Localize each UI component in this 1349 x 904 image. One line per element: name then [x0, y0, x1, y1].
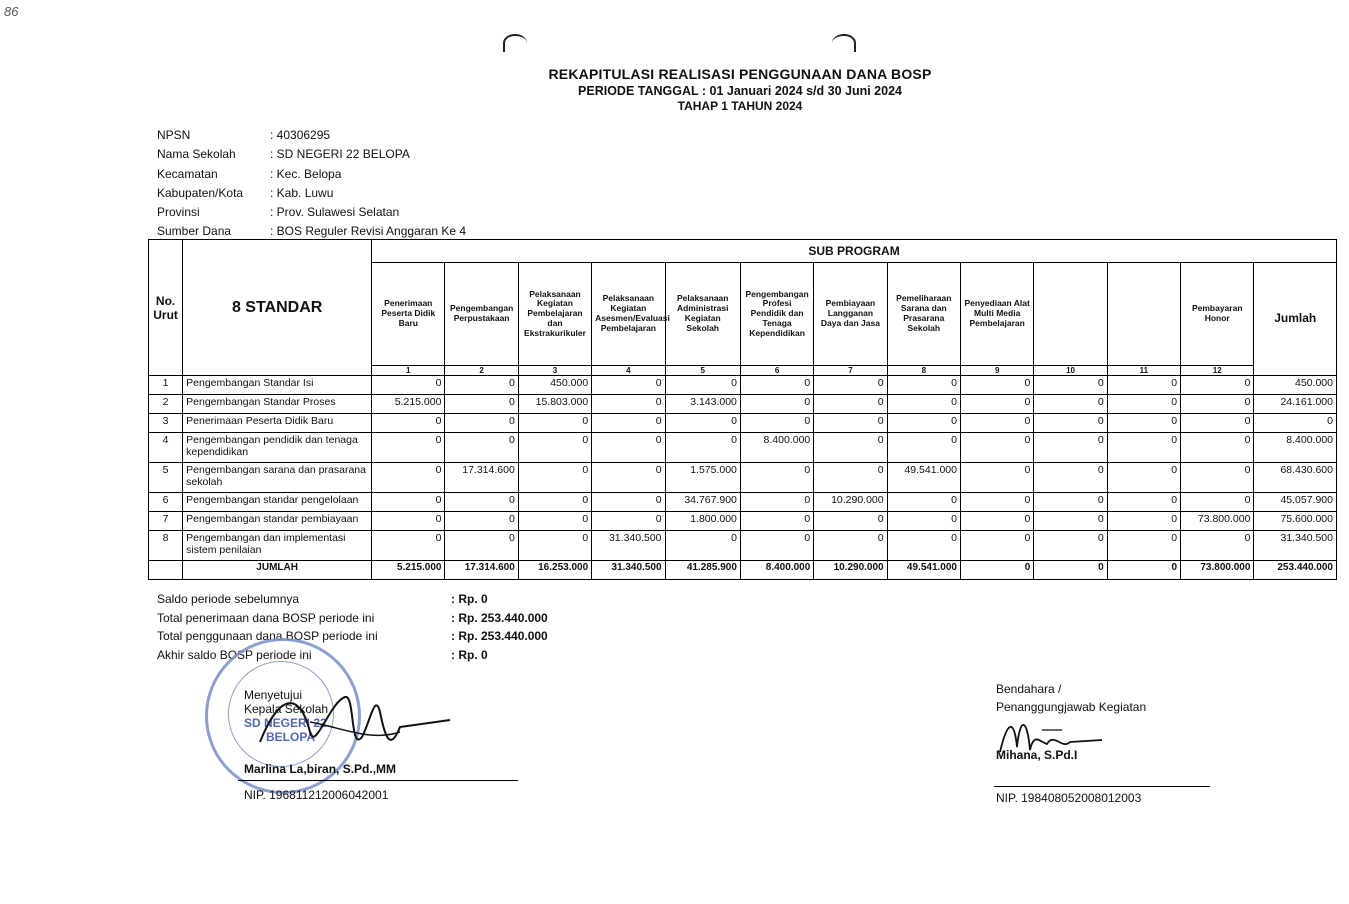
row-jumlah: 31.340.500 [1254, 531, 1337, 561]
table-cell: 0 [1107, 531, 1180, 561]
total-cell: 73.800.000 [1181, 561, 1254, 580]
column-header [1107, 263, 1180, 366]
table-cell: 0 [1181, 463, 1254, 493]
signature-line-right [994, 786, 1210, 787]
table-row [149, 493, 1337, 512]
table-row [149, 376, 1337, 395]
table-cell: 0 [740, 493, 813, 512]
info-label: Kecamatan [157, 166, 218, 181]
table-cell: 0 [740, 395, 813, 414]
saldo-value: : Rp. 0 [451, 592, 488, 606]
row-number: 2 [149, 395, 183, 414]
table-cell: 0 [592, 376, 665, 395]
table-cell: 0 [814, 395, 887, 414]
table-cell: 0 [1034, 493, 1107, 512]
info-row [157, 128, 466, 147]
table-cell: 0 [1107, 414, 1180, 433]
saldo-value: : Rp. 0 [451, 647, 488, 662]
table-cell: 0 [887, 493, 960, 512]
table-cell: 0 [960, 493, 1033, 512]
column-number: 7 [814, 366, 887, 376]
info-label: NPSN [157, 128, 191, 142]
total-cell: 8.400.000 [740, 561, 813, 580]
table-cell: 0 [887, 433, 960, 463]
table-cell: 1.800.000 [665, 512, 740, 531]
table-cell: 0 [592, 395, 665, 414]
total-cell: 10.290.000 [814, 561, 887, 580]
table-cell: 10.290.000 [814, 493, 887, 512]
table-cell: 0 [960, 376, 1033, 395]
column-number: 12 [1181, 366, 1254, 376]
column-header: Pelaksanaan Kegiatan Asesmen/Evaluasi Pembelajaran [592, 263, 665, 366]
column-number: 5 [665, 366, 740, 376]
saldo-row [157, 648, 548, 667]
row-standar: Pengembangan standar pengelolaan [183, 493, 372, 512]
column-number: 1 [372, 366, 445, 376]
document-period: PERIODE TANGGAL : 01 Januari 2024 s/d 30 Juni 2024 [578, 84, 902, 98]
column-header: Pelaksanaan Kegiatan Pembelajaran dan Ekstrakurikuler [518, 263, 591, 366]
table-cell: 0 [1181, 414, 1254, 433]
table-cell: 0 [592, 493, 665, 512]
principal-signature [250, 682, 460, 772]
info-row [157, 205, 466, 224]
school-info [157, 128, 466, 244]
table-cell: 0 [518, 493, 591, 512]
table-cell: 0 [740, 414, 813, 433]
total-cell: 16.253.000 [518, 561, 591, 580]
saldo-label: Saldo periode sebelumnya [157, 592, 300, 606]
table-cell: 0 [518, 512, 591, 531]
table-cell: 3.143.000 [665, 395, 740, 414]
table-cell: 17.314.600 [445, 463, 518, 493]
total-cell: 31.340.500 [592, 561, 665, 580]
table-cell: 0 [960, 531, 1033, 561]
table-cell: 34.767.900 [665, 493, 740, 512]
row-standar: Pengembangan Standar Isi [183, 376, 372, 395]
document-title-block [480, 66, 1000, 113]
column-number: 4 [592, 366, 665, 376]
total-cell: 41.285.900 [665, 561, 740, 580]
table-cell: 0 [1181, 493, 1254, 512]
table-cell: 0 [372, 531, 445, 561]
signature-line-left [238, 780, 518, 781]
column-header: Pembiayaan Langganan Daya dan Jasa [814, 263, 887, 366]
info-value: : Kec. Belopa [270, 166, 342, 181]
info-value: : 40306295 [270, 128, 331, 142]
table-cell: 0 [665, 376, 740, 395]
row-jumlah: 450.000 [1254, 376, 1337, 395]
table-cell: 0 [445, 433, 518, 463]
table-cell: 0 [814, 414, 887, 433]
total-label: JUMLAH [183, 561, 372, 580]
saldo-value: : Rp. 253.440.000 [451, 610, 548, 625]
table-cell: 0 [887, 414, 960, 433]
approval-label: Menyetujui [244, 688, 303, 702]
corner-handwritten-mark: 86 [4, 4, 19, 19]
row-standar: Penerimaan Peserta Didik Baru [183, 414, 372, 433]
saldo-row [157, 611, 548, 630]
row-jumlah: 68.430.600 [1254, 463, 1337, 493]
table-cell: 0 [887, 376, 960, 395]
column-number: 9 [960, 366, 1033, 376]
total-cell: 0 [1034, 561, 1107, 580]
table-cell: 0 [814, 463, 887, 493]
table-cell: 15.803.000 [518, 395, 591, 414]
table-row [149, 395, 1337, 414]
total-row [149, 561, 1337, 580]
column-header: Pengembangan Profesi Pendidik dan Tenaga Kependidikan [740, 263, 813, 366]
column-number: 3 [518, 366, 591, 376]
row-jumlah: 0 [1254, 414, 1337, 433]
table-cell: 450.000 [518, 376, 591, 395]
column-header: Pemeliharaan Sarana dan Prasarana Sekolah [887, 263, 960, 366]
table-cell: 0 [445, 376, 518, 395]
table-cell: 0 [960, 512, 1033, 531]
table-cell: 0 [592, 433, 665, 463]
column-header: Penyediaan Alat Multi Media Pembelajaran [960, 263, 1033, 366]
table-cell: 31.340.500 [592, 531, 665, 561]
column-number: 8 [887, 366, 960, 376]
treasurer-label: Bendahara / [996, 682, 1062, 696]
table-cell: 0 [1107, 493, 1180, 512]
table-cell: 0 [665, 531, 740, 561]
table-cell: 0 [960, 433, 1033, 463]
table-cell: 0 [740, 512, 813, 531]
principal-name: Marlina La,biran, S.Pd.,MM [244, 762, 397, 776]
row-jumlah: 24.161.000 [1254, 395, 1337, 414]
punch-hole-right [832, 34, 856, 52]
stamp-school-name: SD NEGERI 22 [244, 716, 327, 730]
table-row [149, 512, 1337, 531]
table-cell: 0 [518, 433, 591, 463]
row-standar: Pengembangan sarana dan prasarana sekolah [183, 463, 372, 493]
table-cell: 0 [592, 463, 665, 493]
saldo-row [157, 592, 548, 611]
saldo-summary [157, 592, 548, 666]
table-cell: 0 [1181, 433, 1254, 463]
no-urut-header: No. Urut [149, 240, 183, 376]
info-value: : Prov. Sulawesi Selatan [270, 205, 400, 220]
table-cell: 0 [372, 433, 445, 463]
total-cell: 0 [1107, 561, 1180, 580]
table-cell: 0 [445, 531, 518, 561]
table-cell: 0 [887, 531, 960, 561]
treasurer-signature [992, 712, 1112, 764]
table-cell: 0 [1107, 463, 1180, 493]
row-number: 5 [149, 463, 183, 493]
row-number: 4 [149, 433, 183, 463]
treasurer-nip: NIP. 198408052008012003 [996, 791, 1142, 805]
recap-table [148, 239, 1337, 580]
row-number: 1 [149, 376, 183, 395]
table-cell: 0 [1034, 512, 1107, 531]
table-cell: 0 [592, 512, 665, 531]
principal-nip: NIP. 196811212006042001 [244, 788, 389, 802]
saldo-row [157, 629, 548, 648]
table-cell: 0 [445, 395, 518, 414]
table-cell: 0 [665, 414, 740, 433]
row-number: 6 [149, 493, 183, 512]
table-row [149, 414, 1337, 433]
info-value: : BOS Reguler Revisi Anggaran Ke 4 [270, 224, 467, 239]
table-cell: 0 [960, 463, 1033, 493]
table-cell: 0 [445, 493, 518, 512]
table-row [149, 463, 1337, 493]
column-header: Pembayaran Honor [1181, 263, 1254, 366]
table-cell: 0 [518, 414, 591, 433]
info-value: : Kab. Luwu [270, 185, 334, 200]
table-cell: 0 [814, 531, 887, 561]
saldo-value: : Rp. 253.440.000 [451, 629, 548, 643]
column-header: Penerimaan Peserta Didik Baru [372, 263, 445, 366]
column-number: 6 [740, 366, 813, 376]
total-cell: 5.215.000 [372, 561, 445, 580]
table-cell: 49.541.000 [887, 463, 960, 493]
info-row [157, 186, 466, 205]
table-cell: 0 [665, 433, 740, 463]
row-jumlah: 8.400.000 [1254, 433, 1337, 463]
table-cell: 0 [1034, 395, 1107, 414]
sub-program-header: SUB PROGRAM [372, 240, 1337, 263]
table-cell: 0 [740, 463, 813, 493]
position-label: Kepala Sekolah [244, 702, 329, 716]
table-cell: 0 [1034, 414, 1107, 433]
table-cell: 0 [960, 395, 1033, 414]
row-jumlah: 75.600.000 [1254, 512, 1337, 531]
table-cell: 0 [740, 376, 813, 395]
row-number: 3 [149, 414, 183, 433]
info-label: Sumber Dana [157, 224, 232, 239]
table-cell: 0 [1034, 531, 1107, 561]
table-row [149, 531, 1337, 561]
total-cell: 0 [960, 561, 1033, 580]
info-value: : SD NEGERI 22 BELOPA [270, 147, 410, 162]
table-cell: 0 [1181, 395, 1254, 414]
table-cell: 0 [740, 531, 813, 561]
row-jumlah: 45.057.900 [1254, 493, 1337, 512]
total-cell: 49.541.000 [887, 561, 960, 580]
column-header: Pengembangan Perpustakaan [445, 263, 518, 366]
table-cell: 0 [372, 414, 445, 433]
jumlah-header: Jumlah [1254, 263, 1337, 376]
info-row [157, 147, 466, 166]
info-label: Provinsi [157, 205, 200, 220]
table-cell: 0 [887, 395, 960, 414]
info-row [157, 167, 466, 186]
table-cell: 0 [1107, 376, 1180, 395]
column-number: 2 [445, 366, 518, 376]
table-cell: 0 [1107, 512, 1180, 531]
table-cell: 0 [518, 531, 591, 561]
table-cell: 5.215.000 [372, 395, 445, 414]
document-stage: TAHAP 1 TAHUN 2024 [677, 99, 803, 113]
table-cell: 0 [814, 512, 887, 531]
saldo-label: Akhir saldo BOSP periode ini [157, 647, 312, 662]
standar-header: 8 STANDAR [183, 240, 372, 376]
table-cell: 0 [1181, 531, 1254, 561]
table-cell: 0 [372, 512, 445, 531]
table-cell: 0 [592, 414, 665, 433]
saldo-label: Total penerimaan dana BOSP periode ini [157, 610, 375, 625]
document-title: REKAPITULASI REALISASI PENGGUNAAN DANA BOSP [548, 66, 932, 82]
column-number: 10 [1034, 366, 1107, 376]
info-label: Kabupaten/Kota [157, 185, 244, 200]
table-cell: 0 [445, 414, 518, 433]
table-cell: 0 [1034, 376, 1107, 395]
table-cell: 0 [1181, 376, 1254, 395]
table-cell: 0 [372, 376, 445, 395]
saldo-label: Total penggunaan dana BOSP periode ini [157, 629, 378, 643]
table-cell: 0 [814, 376, 887, 395]
table-cell: 0 [1107, 395, 1180, 414]
table-cell: 0 [960, 414, 1033, 433]
row-number: 7 [149, 512, 183, 531]
table-row [149, 433, 1337, 463]
column-number: 11 [1107, 366, 1180, 376]
table-cell: 0 [887, 512, 960, 531]
responsible-label: Penanggungjawab Kegiatan [996, 700, 1147, 714]
table-cell: 0 [1034, 463, 1107, 493]
row-standar: Pengembangan Standar Proses [183, 395, 372, 414]
table-cell: 1.575.000 [665, 463, 740, 493]
punch-hole-left [503, 34, 527, 52]
row-standar: Pengembangan dan implementasi sistem penilaian [183, 531, 372, 561]
treasurer-name: Mihana, S.Pd.I [996, 748, 1078, 762]
table-cell: 0 [1107, 433, 1180, 463]
table-cell: 0 [814, 433, 887, 463]
column-header: Pelaksanaan Administrasi Kegiatan Sekolah [665, 263, 740, 366]
row-number: 8 [149, 531, 183, 561]
total-jumlah: 253.440.000 [1254, 561, 1337, 580]
table-cell: 0 [372, 463, 445, 493]
row-standar: Pengembangan standar pembiayaan [183, 512, 372, 531]
table-cell: 0 [1034, 433, 1107, 463]
table-cell: 0 [518, 463, 591, 493]
column-header [1034, 263, 1107, 366]
total-cell: 17.314.600 [445, 561, 518, 580]
row-standar: Pengembangan pendidik dan tenaga kependidikan [183, 433, 372, 463]
table-cell: 0 [372, 493, 445, 512]
stamp-school-town: BELOPA [266, 730, 316, 744]
table-cell: 73.800.000 [1181, 512, 1254, 531]
table-cell: 8.400.000 [740, 433, 813, 463]
info-label: Nama Sekolah [157, 147, 236, 162]
table-cell: 0 [445, 512, 518, 531]
